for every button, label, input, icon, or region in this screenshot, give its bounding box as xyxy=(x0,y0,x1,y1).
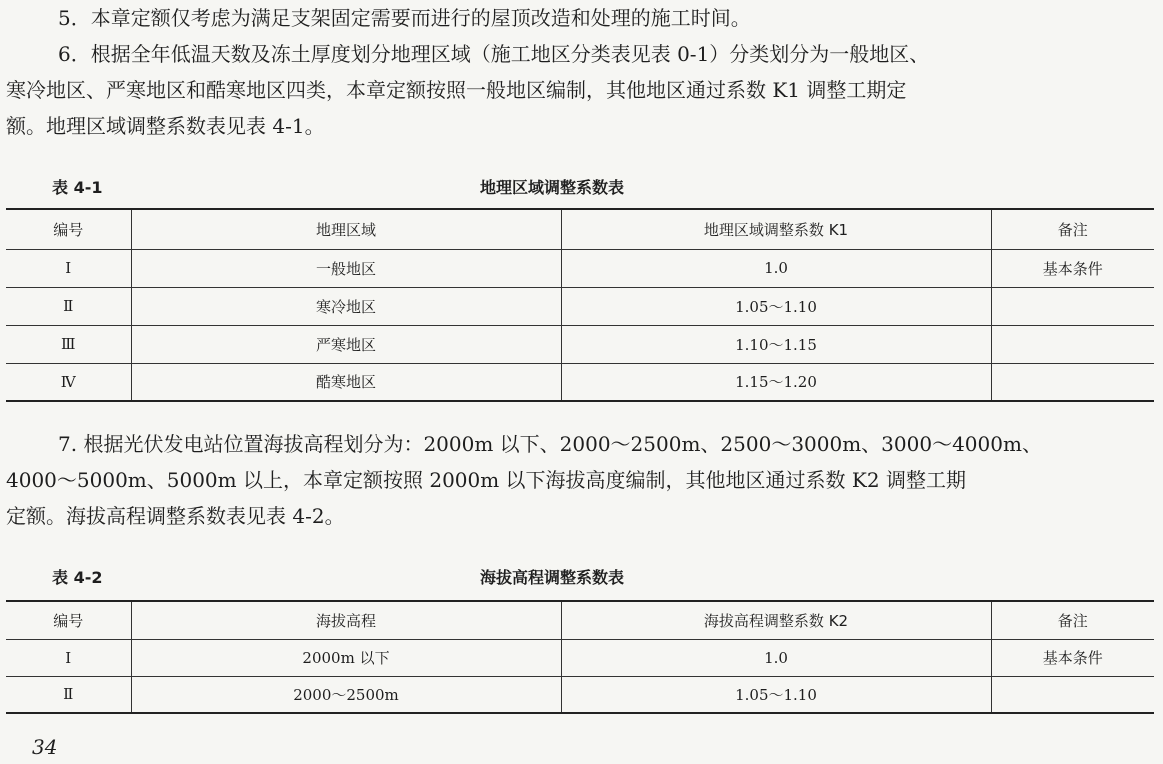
paragraph-7-line-3: 定额。海拔高程调整系数表见表 4-2。 xyxy=(6,504,345,528)
table-4-1-cell: 基本条件 xyxy=(991,249,1154,287)
table-4-1-header-remark: 备注 xyxy=(991,209,1154,249)
paragraph-5-text: 5．本章定额仅考虑为满足支架固定需要而进行的屋顶改造和处理的施工时间。 xyxy=(58,6,751,30)
paragraph-7-text-1: 7. 根据光伏发电站位置海拔高程划分为：2000m 以下、2000～2500m、2500～3000m、3000～4000m、 xyxy=(58,432,1042,456)
table-4-1-header-region: 地理区域 xyxy=(131,209,561,249)
table-4-2-cell: 基本条件 xyxy=(991,639,1154,676)
table-4-2-cell: 2000m 以下 xyxy=(131,639,561,676)
table-4-1-cell: Ⅱ xyxy=(6,287,131,325)
table-4-2-header-altitude: 海拔高程 xyxy=(131,601,561,639)
table-4-1-header-number: 编号 xyxy=(6,209,131,249)
table-4-1-cell: Ⅰ xyxy=(6,249,131,287)
table-4-1-header-coefficient: 地理区域调整系数 K1 xyxy=(561,209,991,249)
table-row xyxy=(6,676,1154,713)
table-4-2-cell: Ⅱ xyxy=(6,676,131,713)
table-4-2-cell xyxy=(991,676,1154,713)
table-4-2-header-number: 编号 xyxy=(6,601,131,639)
table-row xyxy=(6,249,1154,287)
table-4-2-header-remark: 备注 xyxy=(991,601,1154,639)
paragraph-6-line-2: 寒冷地区、严寒地区和酷寒地区四类，本章定额按照一般地区编制，其他地区通过系数 K1 调整工期定 xyxy=(6,78,907,102)
table-4-1-title: 地理区域调整系数表 xyxy=(480,178,625,197)
table-4-1-cell: 一般地区 xyxy=(131,249,561,287)
table-4-1-cell: Ⅳ xyxy=(6,363,131,401)
table-4-2-cell: 2000～2500m xyxy=(131,676,561,713)
table-4-1-cell: 1.10～1.15 xyxy=(561,325,991,363)
table-4-1-cell: 1.0 xyxy=(561,249,991,287)
table-4-2-cell: Ⅰ xyxy=(6,639,131,676)
table-4-1-cell: 1.15～1.20 xyxy=(561,363,991,401)
table-4-1-cell: 寒冷地区 xyxy=(131,287,561,325)
table-4-2-label: 表 4-2 xyxy=(52,568,103,587)
table-4-1-cell xyxy=(991,325,1154,363)
table-row xyxy=(6,287,1154,325)
paragraph-6-line-1 xyxy=(6,36,1154,72)
table-4-1-cell: 酷寒地区 xyxy=(131,363,561,401)
paragraph-6-text-1: 6．根据全年低温天数及冻土厚度划分地理区域（施工地区分类表见表 0-1）分类划分为一般地区、 xyxy=(58,42,930,66)
paragraph-5 xyxy=(6,0,1154,36)
table-4-1-cell: 严寒地区 xyxy=(131,325,561,363)
table-4-1-cell: 1.05～1.10 xyxy=(561,287,991,325)
table-row xyxy=(6,639,1154,676)
table-4-1 xyxy=(6,208,1154,402)
table-4-1-cell xyxy=(991,363,1154,401)
paragraph-7-line-2: 4000～5000m、5000m 以上，本章定额按照 2000m 以下海拔高度编制，其他地区通过系数 K2 调整工期 xyxy=(6,468,966,492)
table-4-1-cell: Ⅲ xyxy=(6,325,131,363)
table-4-2 xyxy=(6,600,1154,714)
paragraph-6-line-3: 额。地理区域调整系数表见表 4-1。 xyxy=(6,114,325,138)
table-4-2-title: 海拔高程调整系数表 xyxy=(480,568,625,587)
table-4-1-label: 表 4-1 xyxy=(52,178,103,197)
table-4-2-cell: 1.05～1.10 xyxy=(561,676,991,713)
table-4-2-header-coefficient: 海拔高程调整系数 K2 xyxy=(561,601,991,639)
table-row xyxy=(6,325,1154,363)
paragraph-7-line-1 xyxy=(6,426,1154,462)
table-4-2-cell: 1.0 xyxy=(561,639,991,676)
table-row xyxy=(6,363,1154,401)
page-number: 34 xyxy=(32,735,58,759)
table-4-1-cell xyxy=(991,287,1154,325)
